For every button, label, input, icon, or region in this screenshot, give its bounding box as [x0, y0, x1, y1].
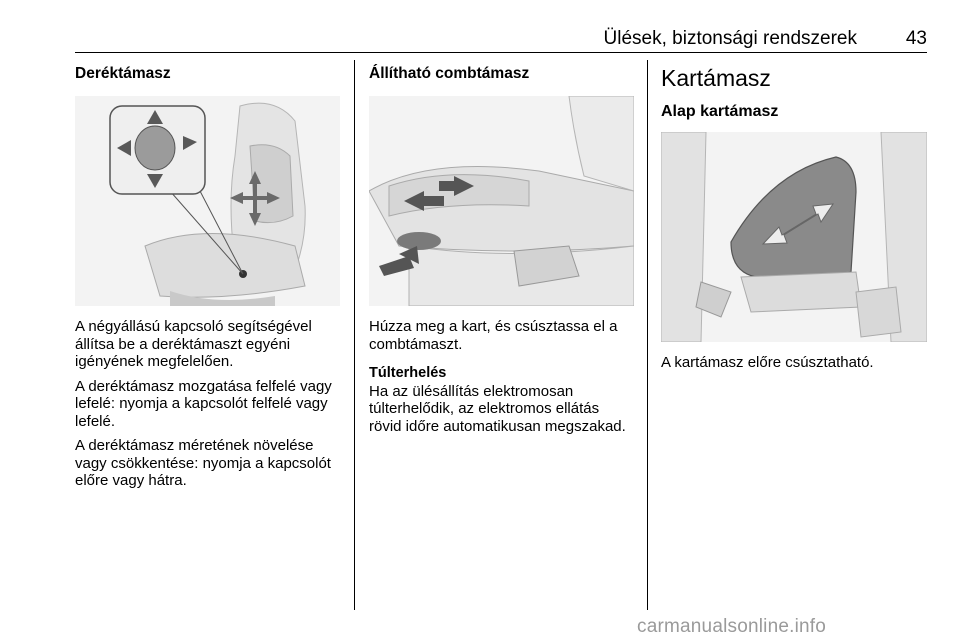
- overload-paragraph: Ha az ülésállítás elektromosan túlterhelődik, az elektromos ellátás rövid időre automatikusan megszakad.: [369, 382, 626, 435]
- column-divider-2: [647, 60, 648, 610]
- lumbar-paragraph-3: A deréktámasz méretének növelése vagy csökkentése: nyomja a kapcsolót előre vagy hátra.: [75, 437, 331, 489]
- column-divider-1: [354, 60, 355, 610]
- thigh-support-illustration: [369, 96, 634, 306]
- header-rule: [75, 52, 927, 53]
- lumbar-support-illustration: [75, 96, 340, 306]
- watermark: carmanualsonline.info: [637, 616, 827, 637]
- lumbar-paragraph-1: A négyállású kapcsoló segítségével állítsa be a deréktámaszt egyéni igényének megfelelően.: [75, 318, 312, 370]
- section-heading-armrest: Kartámasz: [661, 65, 771, 91]
- overload-heading: Túlterhelés: [369, 365, 447, 381]
- thigh-support-paragraph: Húzza meg a kart, és csúsztassa el a combtámaszt.: [369, 318, 618, 353]
- chapter-title: Ülések, biztonsági rendszerek: [603, 28, 857, 49]
- armrest-illustration: [661, 132, 927, 342]
- column-thigh-support: [369, 64, 634, 435]
- lumbar-paragraph-2: A deréktámasz mozgatása felfelé vagy lefelé: nyomja a kapcsolót felfelé vagy lefelé.: [75, 377, 332, 430]
- page-number: 43: [905, 28, 927, 49]
- column-lumbar-support: [75, 64, 340, 490]
- section-heading-lumbar: Deréktámasz: [75, 65, 171, 82]
- column-armrest: [661, 64, 927, 372]
- section-heading-thigh-support: Állítható combtámasz: [369, 65, 530, 82]
- subheading-basic-armrest: Alap kartámasz: [661, 103, 779, 120]
- page-header: [75, 28, 927, 52]
- armrest-paragraph: A kartámasz előre csúsztatható.: [661, 354, 874, 371]
